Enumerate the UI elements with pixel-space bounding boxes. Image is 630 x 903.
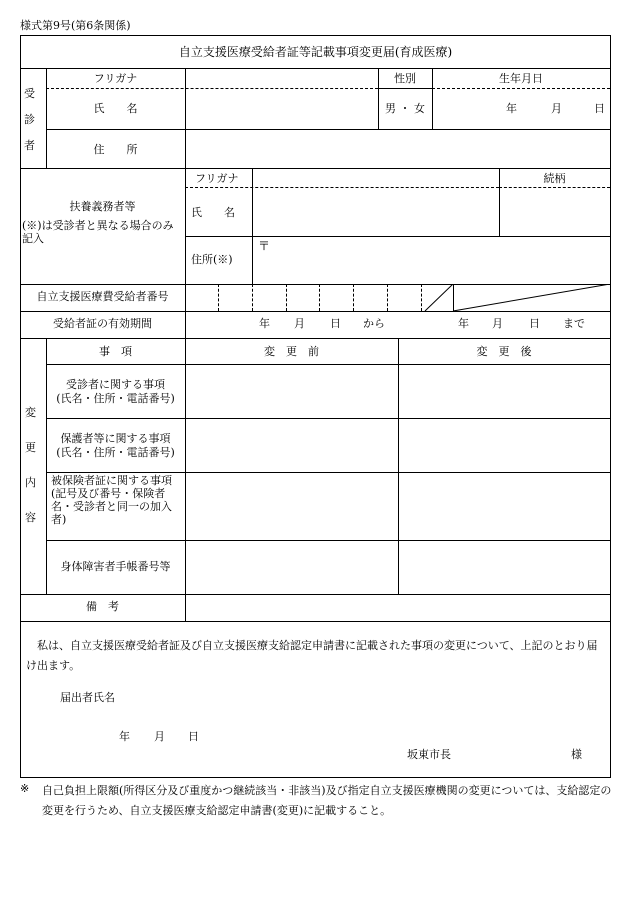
recipient-number-label: 自立支援医療費受給者番号 <box>36 290 169 303</box>
change-row-3-text: 被保険者証に関する事項(記号及び番号・保険者名・受診者と同一の加入者) <box>51 474 172 526</box>
patient-name-label: 氏 名 <box>93 102 138 115</box>
validity-to-year: 年 <box>458 317 469 330</box>
change-row-1-line2: (氏名・住所・電話番号) <box>56 392 175 405</box>
birth-month-label: 月 <box>551 102 562 115</box>
frame-right <box>610 35 611 778</box>
patient-furigana-label: フリガナ <box>93 72 138 85</box>
changes-section-label-2: 更 <box>25 441 36 454</box>
change-row-1-line1: 受診者に関する事項 <box>66 378 165 391</box>
changes-section-label-3: 内 <box>25 476 36 489</box>
frame-bottom <box>20 777 611 778</box>
footnote-mark: ※ <box>20 782 30 795</box>
patient-section-label-1: 受 <box>24 87 35 100</box>
change-row-2-line2: (氏名・住所・電話番号) <box>56 446 175 459</box>
validity-to-day: 日 <box>529 317 540 330</box>
applicant-label: 届出者氏名 <box>60 691 115 704</box>
patient-section-label-2: 診 <box>24 113 35 126</box>
col-before-header: 変 更 前 <box>264 345 319 358</box>
birth-year-label: 年 <box>506 102 517 115</box>
validity-from-month: 月 <box>294 317 305 330</box>
patient-sex-options[interactable]: 男 ・ 女 <box>385 102 425 115</box>
validity-from-year: 年 <box>259 317 270 330</box>
changes-section-label-1: 変 <box>25 406 36 419</box>
date-year-label: 年 <box>119 730 130 743</box>
guardian-name-label: 氏 名 <box>191 206 235 219</box>
guardian-note: (※)は受診者と異なる場合のみ記入 <box>22 219 174 245</box>
honorific: 様 <box>571 748 582 761</box>
validity-to-word: まで <box>563 317 585 330</box>
patient-sex-label: 性別 <box>394 72 416 85</box>
changes-section-label-4: 容 <box>25 511 36 524</box>
change-row-4-text: 身体障害者手帳番号等 <box>60 560 171 573</box>
footnote-text: 自己負担上限額(所得区分及び重度かつ継続該当・非該当)及び指定自立支援医療機関の変更については、支給認定の変更を行うため、自立支援医療支給認定申請書(変更)に記載すること。 <box>42 784 612 817</box>
validity-from-day: 日 <box>330 317 341 330</box>
patient-section-label-3: 者 <box>24 139 35 152</box>
guardian-label: 扶養義務者等 <box>69 200 136 213</box>
col-after-header: 変 更 後 <box>476 345 532 358</box>
guardian-furigana-label: フリガナ <box>195 172 239 185</box>
patient-birthdate-label: 生年月日 <box>499 72 543 85</box>
frame-top <box>20 35 611 36</box>
validity-to-month: 月 <box>492 317 503 330</box>
form-title: 自立支援医療受給者証等記載事項変更届(育成医療) <box>178 45 453 59</box>
validity-label: 受給者証の有効期間 <box>53 317 152 330</box>
addressee: 坂東市長 <box>407 748 451 761</box>
recipient-number-diagonals <box>420 284 611 312</box>
declaration-text: 私は、自立支援医療受給者証及び自立支援医療支給認定申請書に記載された事項の変更について、上記のとおり届け出ます。 <box>26 639 598 672</box>
validity-from-word: から <box>363 317 385 330</box>
form-number: 様式第9号(第6条関係) <box>20 19 131 32</box>
col-item-header: 事 項 <box>99 345 132 358</box>
date-day-label: 日 <box>188 730 199 743</box>
guardian-address-label: 住所(※) <box>191 253 233 266</box>
change-row-2-line1: 保護者等に関する事項 <box>60 432 171 445</box>
birth-day-label: 日 <box>594 102 605 115</box>
patient-address-label: 住 所 <box>93 143 138 156</box>
date-month-label: 月 <box>154 730 165 743</box>
remarks-label: 備 考 <box>86 600 119 613</box>
postal-mark: 〒 <box>258 239 271 253</box>
guardian-relation-label: 続柄 <box>543 172 566 185</box>
frame-left <box>20 35 21 778</box>
